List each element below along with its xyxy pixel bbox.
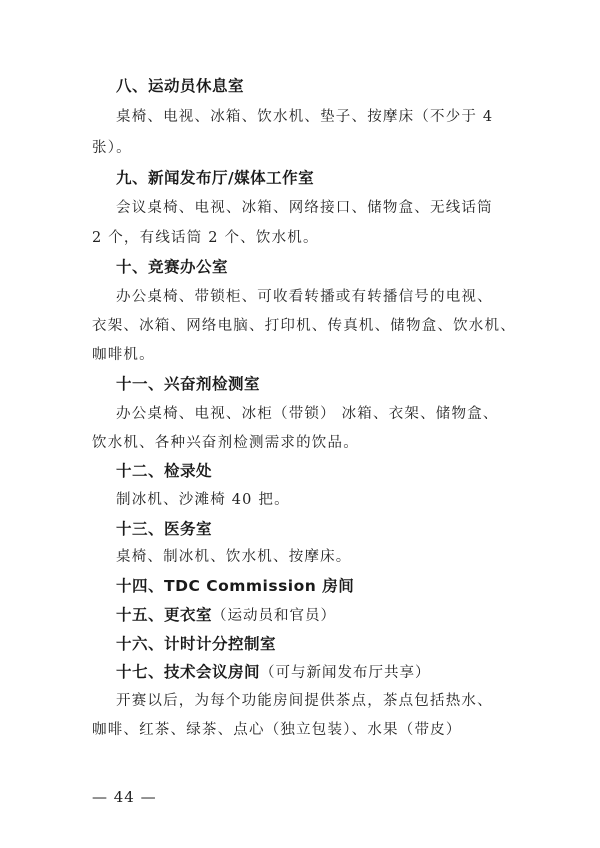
- section-9-heading: 九、新闻发布厅/媒体工作室: [116, 169, 315, 187]
- section-10-heading: 十、竞赛办公室: [116, 258, 229, 276]
- section-17-text-line-1: 开赛以后，为每个功能房间提供茶点，茶点包括热水、: [116, 693, 493, 709]
- section-15-heading-title: 十五、更衣室: [116, 606, 213, 624]
- section-8-text-line-1: 桌椅、电视、冰箱、饮水机、垫子、按摩床（不少于 4: [116, 109, 494, 125]
- section-10-text-line-2: 衣架、冰箱、网络电脑、打印机、传真机、储物盒、饮水机、: [92, 318, 516, 334]
- section-10-text-line-3: 咖啡机。: [92, 347, 155, 363]
- section-13-text-line-1: 桌椅、制冰机、饮水机、按摩床。: [116, 549, 352, 565]
- section-11-text-line-1: 办公桌椅、电视、冰柜（带锁） 冰箱、衣架、储物盒、: [116, 406, 499, 422]
- section-13-heading: 十三、医务室: [116, 520, 213, 538]
- section-17-heading-note: （可与新闻发布厅共享）: [260, 665, 431, 681]
- section-14-heading: 十四、TDC Commission 房间: [116, 577, 355, 595]
- section-15-heading: [116, 605, 336, 626]
- section-12-heading: 十二、检录处: [116, 462, 213, 480]
- section-11-heading: 十一、兴奋剂检测室: [116, 375, 261, 393]
- section-8-text-line-2: 张）。: [92, 140, 132, 156]
- section-8-heading: 八、运动员休息室: [116, 77, 245, 95]
- section-12-text-line-1: 制冰机、沙滩椅 40 把。: [116, 492, 290, 508]
- section-17-heading-title: 十七、技术会议房间: [116, 663, 261, 681]
- section-15-heading-note: （运动员和官员）: [212, 608, 337, 624]
- page-number: — 44 —: [92, 788, 157, 806]
- section-16-heading: 十六、计时计分控制室: [116, 635, 277, 653]
- section-11-text-line-2: 饮水机、各种兴奋剂检测需求的饮品。: [92, 435, 359, 451]
- section-9-text-line-2: 2 个，有线话筒 2 个、饮水机。: [92, 230, 319, 246]
- section-17-text-line-2: 咖啡、红茶、绿茶、点心（独立包装）、水果（带皮）: [92, 722, 462, 738]
- section-9-text-line-1: 会议桌椅、电视、冰箱、网络接口、储物盒、无线话筒: [116, 200, 493, 216]
- section-17-heading: [116, 662, 431, 683]
- section-10-text-line-1: 办公桌椅、带锁柜、可收看转播或有转播信号的电视、: [116, 289, 493, 305]
